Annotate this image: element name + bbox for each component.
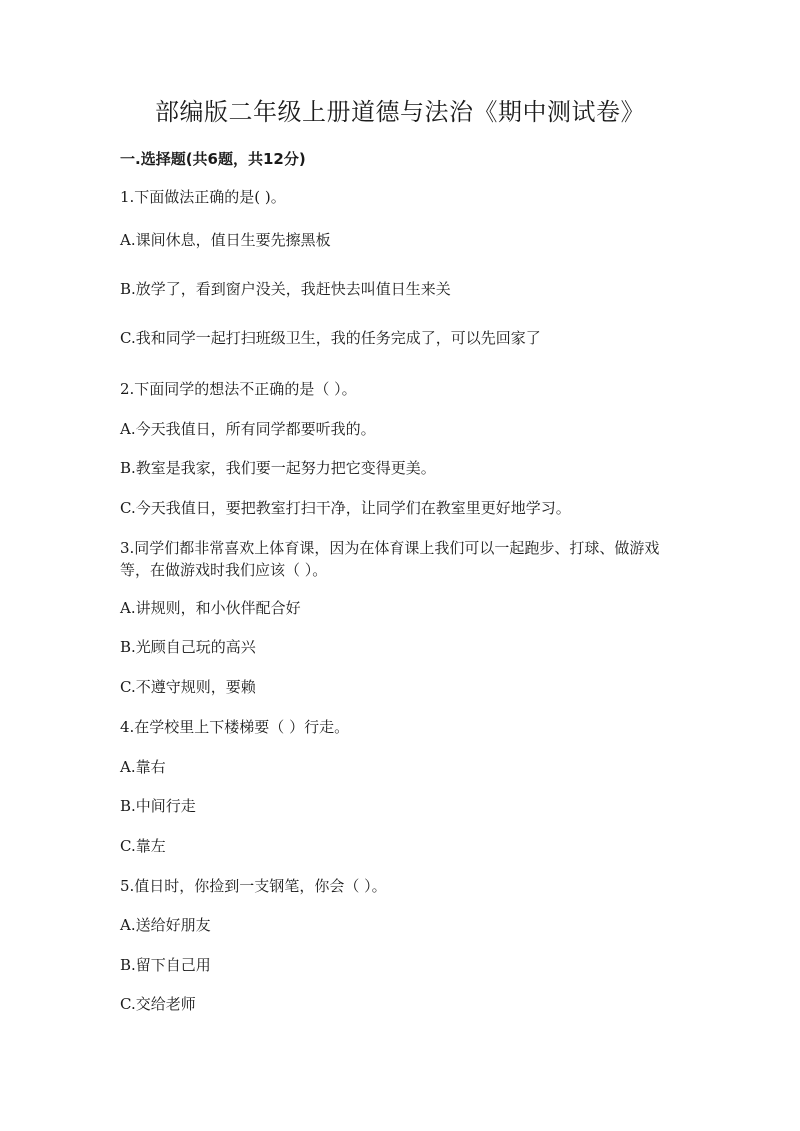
question-3-option-b: B.光顾自己玩的高兴 xyxy=(120,638,256,656)
question-4-option-b: B.中间行走 xyxy=(120,797,196,815)
question-3-stem: 3.同学们都非常喜欢上体育课，因为在体育课上我们可以一起跑步、打球、做游戏等，在做游戏时我们应该（ ）。 xyxy=(120,539,660,579)
question-2-option-c: C.今天我值日，要把教室打扫干净，让同学们在教室里更好地学习。 xyxy=(120,499,571,517)
question-4-option-c: C.靠左 xyxy=(120,837,166,855)
question-1-option-a: A.课间休息，值日生要先擦黑板 xyxy=(120,231,331,249)
question-1-stem: 1.下面做法正确的是( )。 xyxy=(120,188,286,206)
question-2-option-b: B.教室是我家，我们要一起努力把它变得更美。 xyxy=(120,459,436,477)
question-5-option-c: C.交给老师 xyxy=(120,995,196,1013)
question-3-option-c: C.不遵守规则，要赖 xyxy=(120,678,256,696)
page-title: 部编版二年级上册道德与法治《期中测试卷》 xyxy=(155,98,645,126)
question-4-stem: 4.在学校里上下楼梯要（ ）行走。 xyxy=(120,718,350,736)
question-1-option-c: C.我和同学一起打扫班级卫生，我的任务完成了，可以先回家了 xyxy=(120,329,541,347)
question-2-option-a: A.今天我值日，所有同学都要听我的。 xyxy=(120,420,376,438)
question-2-stem: 2.下面同学的想法不正确的是（ ）。 xyxy=(120,380,357,398)
question-1-option-b: B.放学了，看到窗户没关，我赶快去叫值日生来关 xyxy=(120,280,451,298)
question-3-option-a: A.讲规则，和小伙伴配合好 xyxy=(120,599,301,617)
question-5-option-b: B.留下自己用 xyxy=(120,956,211,974)
section-heading: 一.选择题(共6题，共12分) xyxy=(120,150,306,168)
question-5-stem: 5.值日时，你捡到一支钢笔，你会（ ）。 xyxy=(120,877,387,895)
question-5-option-a: A.送给好朋友 xyxy=(120,916,211,934)
question-4-option-a: A.靠右 xyxy=(120,758,166,776)
